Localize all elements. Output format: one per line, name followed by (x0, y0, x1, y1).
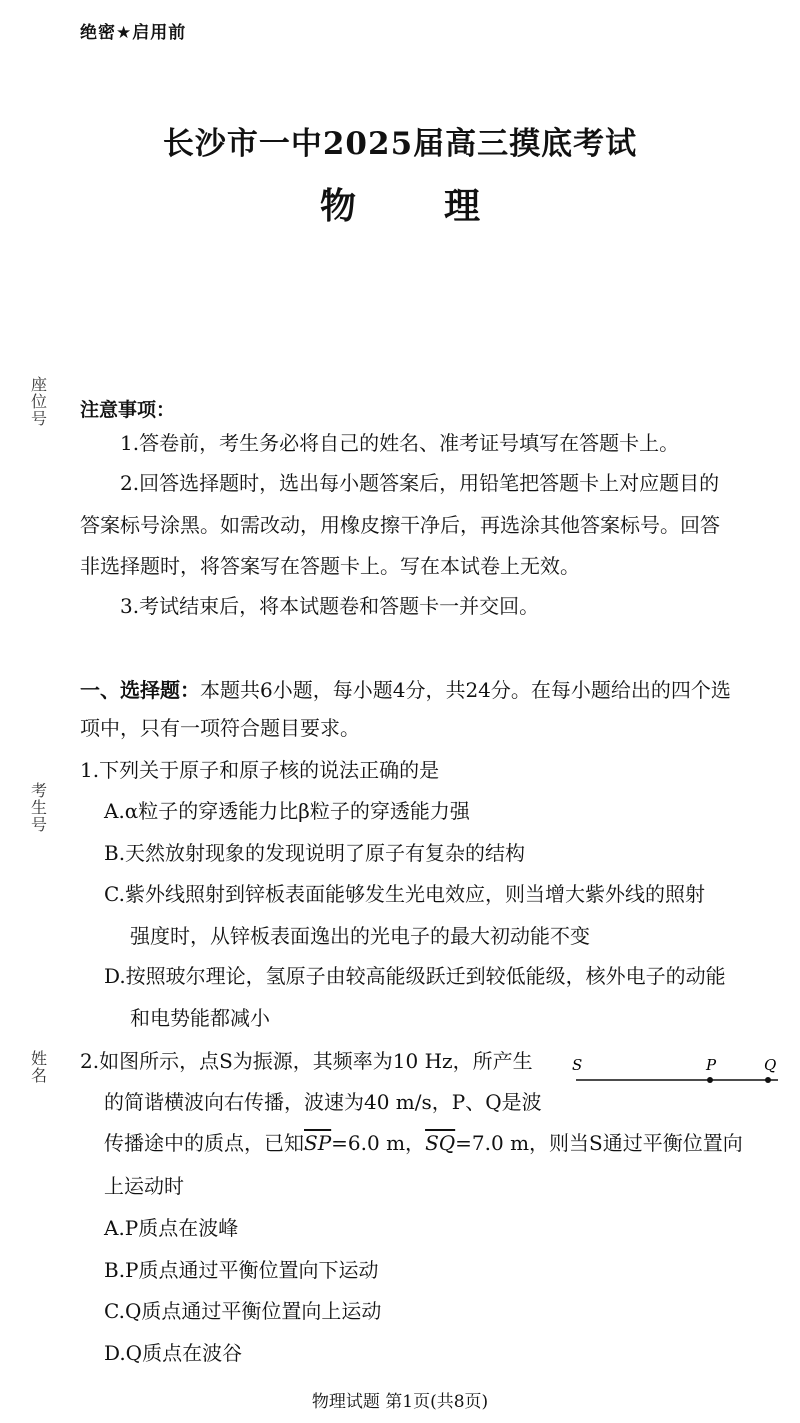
q2-line-3-part-c: =7.0 m，则当S通过平衡位置向 (455, 1131, 743, 1155)
label-q: Q (764, 1056, 777, 1074)
question-2-line-2: 的简谐横波向右传播，波速为40 m/s，P、Q是波 (104, 1090, 542, 1114)
notice-item-2-line-2: 答案标号涂黑。如需改动，用橡皮擦干净后，再选涂其他答案标号。回答 (80, 513, 720, 537)
question-1-option-d-line-2: 和电势能都减小 (130, 1006, 270, 1030)
question-1-option-c-line-1: C.紫外线照射到锌板表面能够发生光电效应，则当增大紫外线的照射 (104, 882, 705, 906)
section-1-heading-line-2: 项中，只有一项符合题目要求。 (80, 716, 360, 740)
question-1-option-d-line-1: D.按照玻尔理论，氢原子由较高能级跃迁到较低能级，核外电子的动能 (104, 964, 726, 988)
notice-item-2-line-3: 非选择题时，将答案写在答题卡上。写在本试卷上无效。 (80, 554, 580, 578)
exam-title: 长沙市一中2025届高三摸底考试 (162, 126, 638, 162)
question-1-option-a: A.α粒子的穿透能力比β粒子的穿透能力强 (104, 799, 470, 823)
question-2-line-4: 上运动时 (104, 1174, 184, 1198)
segment-sq: $\overline{SQ}$ (425, 1131, 456, 1155)
segment-sp: $\overline{SP}$ (304, 1131, 332, 1155)
wave-figure (570, 1056, 785, 1096)
notice-item-3: 3.考试结束后，将本试题卷和答题卡一并交回。 (120, 594, 540, 618)
question-2-line-1: 2.如图所示，点S为振源，其频率为10 Hz，所产生 (80, 1049, 533, 1073)
point-p-dot (707, 1077, 713, 1083)
page-footer: 物理试题 第1页(共8页) (311, 1392, 489, 1412)
question-2-option-c: C.Q质点通过平衡位置向上运动 (104, 1299, 382, 1323)
notice-heading: 注意事项： (80, 399, 176, 421)
subject-title (0, 178, 800, 229)
exam-number-label: 考生号 (30, 781, 47, 834)
question-2-option-a: A.P质点在波峰 (104, 1216, 239, 1240)
q2-line-3-part-b: =6.0 m， (331, 1131, 426, 1155)
question-2-option-b: B.P质点通过平衡位置向下运动 (104, 1258, 379, 1282)
subject-char-2: 理 (444, 186, 481, 227)
seat-number-label: 座位号 (30, 375, 47, 428)
question-1-stem: 1.下列关于原子和原子核的说法正确的是 (80, 758, 440, 782)
notice-item-1: 1.答卷前，考生务必将自己的姓名、准考证号填写在答题卡上。 (120, 431, 680, 455)
question-1-option-b: B.天然放射现象的发现说明了原子有复杂的结构 (104, 841, 526, 865)
question-2-line-3 (104, 1131, 743, 1155)
name-label: 姓名 (30, 1049, 47, 1085)
point-q-dot (765, 1077, 771, 1083)
label-p: P (706, 1056, 717, 1074)
section-1-heading (80, 678, 731, 702)
label-s: S (572, 1056, 583, 1074)
question-2-option-d: D.Q质点在波谷 (104, 1341, 243, 1365)
question-1-option-c-line-2: 强度时，从锌板表面逸出的光电子的最大初动能不变 (130, 924, 590, 948)
secret-label: 绝密★启用前 (80, 23, 187, 43)
section-1-heading-rest: 本题共6小题，每小题4分，共24分。在每小题给出的四个选 (200, 678, 731, 702)
section-1-heading-bold: 一、选择题： (80, 678, 200, 702)
subject-char-1: 物 (319, 186, 356, 227)
q2-line-3-part-a: 传播途中的质点，已知 (104, 1131, 304, 1155)
notice-item-2-line-1: 2.回答选择题时，选出每小题答案后，用铅笔把答题卡上对应题目的 (120, 471, 720, 495)
